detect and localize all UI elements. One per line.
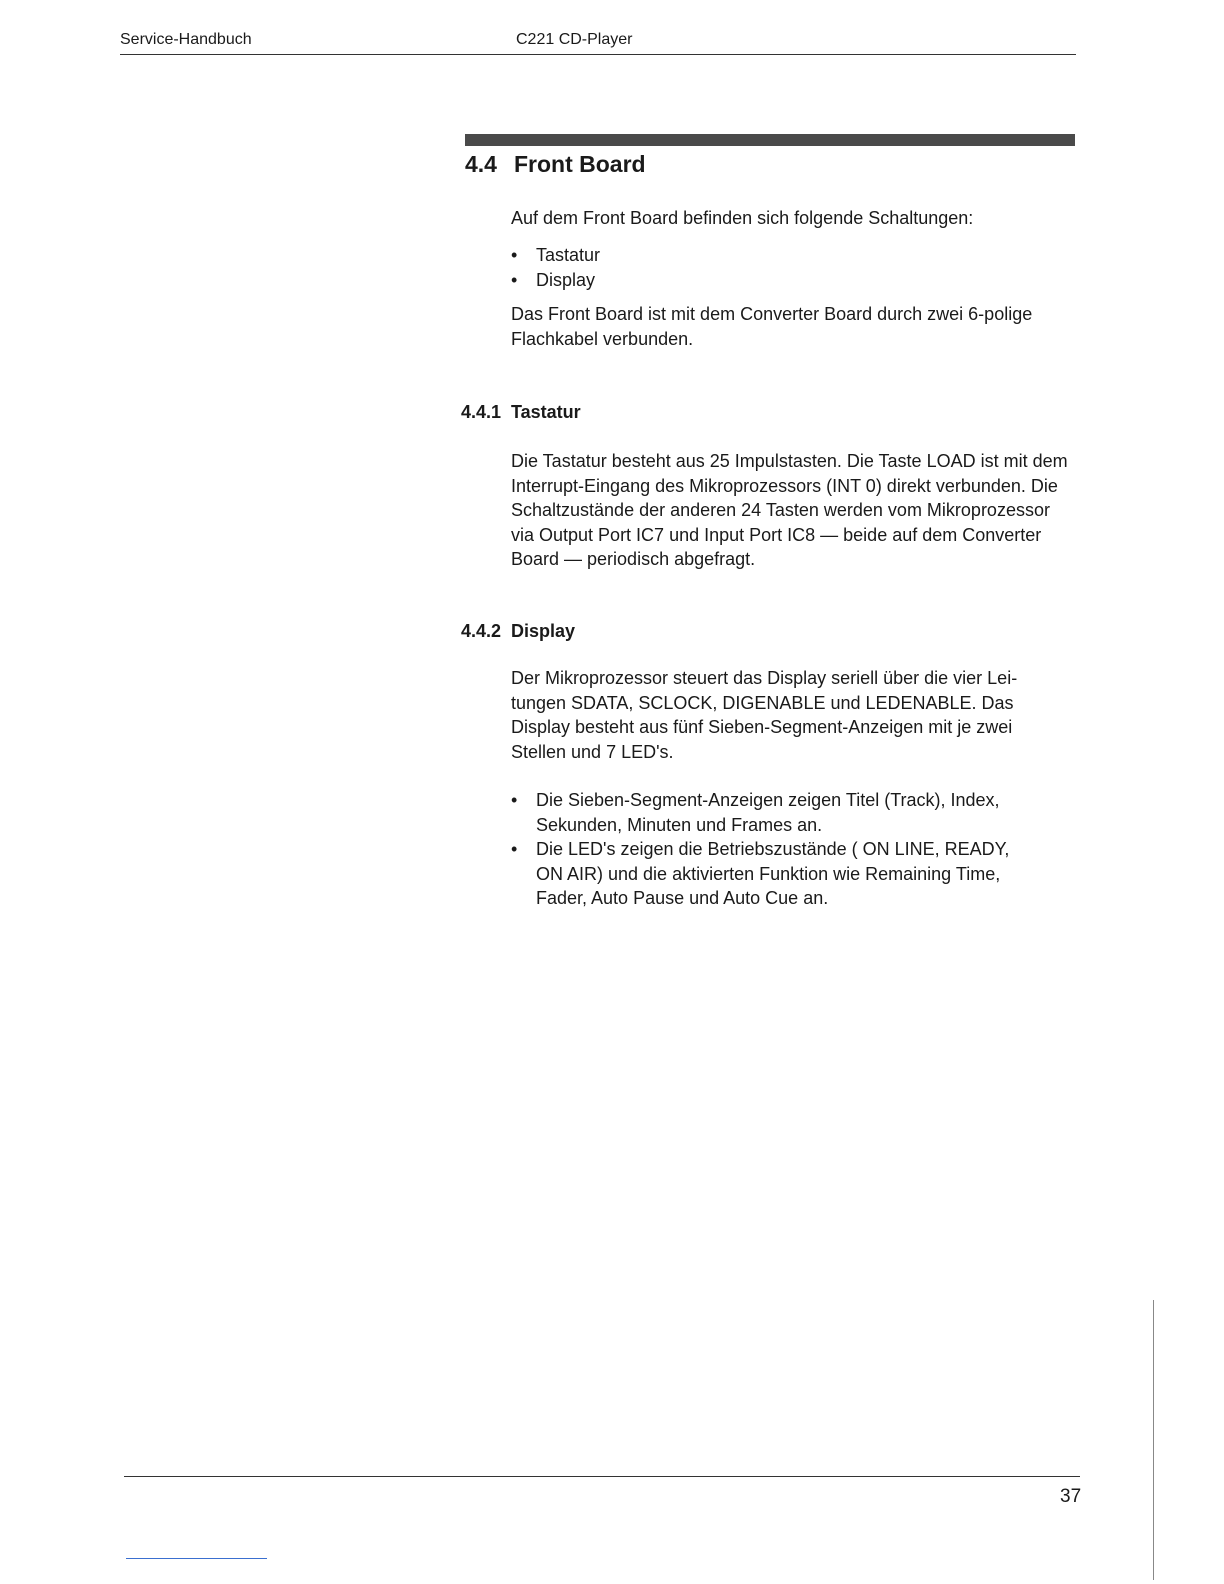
display-list [511, 788, 1031, 911]
section-heading [465, 151, 646, 178]
section-connection-text: Das Front Board ist mit dem Converter Board durch zwei 6-polige Flachkabel verbunden. [511, 304, 1033, 349]
display-text: Der Mikroprozessor steuert das Display seriell über die vier Leitungen SDATA, SCLOCK, DIGENABLE und LEDENABLE. Das Display besteht aus fünf Sieben-Segment-Anzeigen mit je zwei Stellen und 7 LED's. [511, 668, 1018, 762]
subsection-number: 4.4.2 [461, 621, 502, 641]
tastatur-text: Die Tastatur besteht aus 25 Impulstasten. Die Taste LOAD ist mit dem Interrupt-Eingang des Mikroprozessors (INT 0) direkt verbunden. Die Schaltzustände der anderen 24 Tasten werden vom Mikroprozessor via Output Port IC7 und Input Port IC8 — beide auf dem Converter Board — periodisch abgefragt. [511, 451, 1068, 569]
section-bar [465, 134, 1075, 146]
page-number: 37 [1060, 1486, 1082, 1507]
header-manual-title: Service-Handbuch [120, 31, 252, 48]
footer-rule [124, 1476, 1080, 1477]
list-item: • Die Sieben-Segment-Anzeigen zeigen Titel (Track), Index, Sekunden, Minuten und Frames an. [511, 788, 1031, 837]
scan-underline [126, 1558, 267, 1559]
section-number: 4.4 [465, 151, 497, 177]
list-item: • Display [511, 268, 1051, 293]
section-intro: Auf dem Front Board befinden sich folgende Schaltungen: [511, 208, 974, 228]
header-product-name: C221 CD-Player [516, 31, 633, 48]
subsection-number: 4.4.1 [461, 402, 502, 422]
scan-margin-line [1153, 1300, 1154, 1580]
subsection-heading-tastatur [461, 402, 581, 423]
list-item: • Tastatur [511, 243, 1051, 268]
subsection-title: Display [511, 621, 576, 641]
subsection-title: Tastatur [511, 402, 581, 422]
subsection-heading-display [461, 621, 575, 642]
section-list [511, 243, 1051, 292]
list-item: • Die LED's zeigen die Betriebszustände ( ON LINE, READY, ON AIR) und die aktivierten Funktion wie Remaining Time, Fader, Auto Pause und Auto Cue an. [511, 837, 1031, 911]
section-title: Front Board [514, 151, 646, 177]
header-rule [120, 54, 1076, 55]
